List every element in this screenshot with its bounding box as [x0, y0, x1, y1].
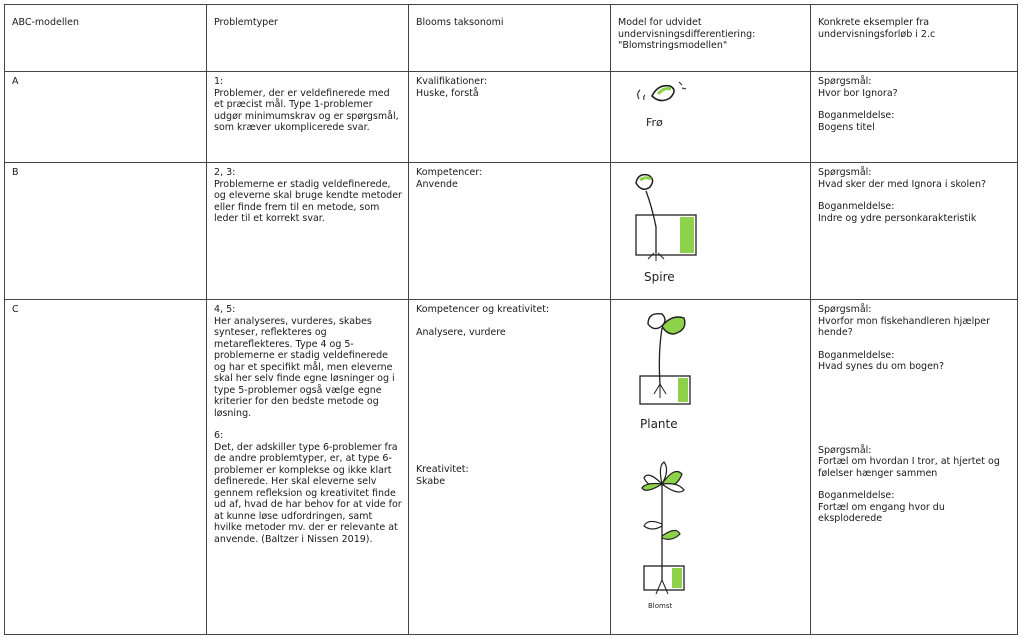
plant-and-flower-illustration: [618, 304, 804, 622]
table-row-b: [5, 163, 1018, 300]
example-review: Boganmeldelse: Hvad synes du om bogen?: [818, 349, 944, 372]
bloom-heading: Kompetencer og kreativitet:: [416, 304, 550, 315]
model-cell: [611, 163, 811, 300]
bloom-cell: [409, 163, 611, 300]
bloom-text: Analysere, vurdere: [416, 326, 506, 338]
bloom-cell: [409, 72, 611, 163]
problem-type-cell: [207, 300, 409, 635]
example-review: Boganmeldelse: Bogens titel: [818, 110, 895, 133]
stage-label-seed: Frø: [646, 116, 663, 129]
model-cell: [611, 72, 811, 163]
example-question: Spørgsmål: Hvorfor mon fiskehandleren hjælper hende?: [818, 304, 990, 338]
examples-cell: [811, 300, 1018, 635]
example-question: Spørgsmål: Hvad sker der med Ignora i skolen?: [818, 167, 987, 190]
examples-cell: [811, 163, 1018, 300]
seed-illustration: [618, 76, 804, 154]
stage-label-plant: Plante: [640, 417, 678, 431]
problem-text-6: 6: Det, der adskiller type 6-problemer fra de andre problemtyper, er, at type 6-problemer er komplekse og ikke klart definerede. Her skal eleverne selv gennem refleksion og kreativitet finde ud af, hvad de har behov for at vide for at kunne løse udfordringen, samt hvilke metoder mv. der er relevante at anvende. (Baltzer i Nissen 2019).: [214, 430, 402, 545]
abc-level-c: C: [5, 300, 207, 635]
example-review-creativity: Boganmeldelse: Fortæl om engang hvor du eksploderede: [818, 490, 945, 524]
header-blooms: Blooms taksonomi: [409, 5, 611, 72]
header-examples: Konkrete eksempler fra undervisningsforløb i 2.c: [811, 5, 1018, 72]
stage-label-flower: Blomst: [648, 602, 673, 610]
header-model: Model for udvidet undervisningsdifferentiering: "Blomstringsmodellen": [611, 5, 811, 72]
header-abc: ABC-modellen: [5, 5, 207, 72]
bloom-creativity: Kreativitet: Skabe: [416, 464, 469, 487]
examples-cell: [811, 72, 1018, 163]
sprout-illustration: [618, 167, 804, 291]
table-row-a: [5, 72, 1018, 163]
header-problem-types: Problemtyper: [207, 5, 409, 72]
bloom-text: Kompetencer: Anvende: [416, 167, 483, 190]
problem-text: 1: Problemer, der er veldefinerede med et præcist mål. Type 1-problemer udgør minimumskrav og er spørgsmål, som kræver ukomplicerede svar.: [214, 76, 399, 133]
example-review: Boganmeldelse: Indre og ydre personkarakteristik: [818, 201, 977, 224]
header-row: [5, 5, 1018, 72]
differentiation-table: [4, 4, 1018, 635]
example-question: Spørgsmål: Hvor bor Ignora?: [818, 76, 898, 99]
problem-text-4-5: 4, 5: Her analyseres, vurderes, skabes synteser, reflekteres og metareflekteres. Type 4 og 5-problemerne er stadig veldefinerede og har et specifikt mål, men eleverne skal her selv finde egne løsninger og i type 5-problemer også vælge egne kriterier for den bedste metode og løsning.: [214, 304, 395, 419]
bloom-text: Kvalifikationer: Huske, forstå: [416, 76, 488, 99]
problem-type-cell: [207, 163, 409, 300]
problem-text: 2, 3: Problemerne er stadig veldefinerede, og eleverne skal bruge kendte metoder eller finde frem til en metode, som leder til et korrekt svar.: [214, 167, 402, 224]
bloom-cell: [409, 300, 611, 635]
problem-type-cell: [207, 72, 409, 163]
model-cell: [611, 300, 811, 635]
abc-level-b: B: [5, 163, 207, 300]
abc-level-a: A: [5, 72, 207, 163]
example-question-creativity: Spørgsmål: Fortæl om hvordan I tror, at hjertet og følelser hænger sammen: [818, 444, 1000, 479]
stage-label-sprout: Spire: [644, 270, 675, 284]
table-row-c: [5, 300, 1018, 635]
